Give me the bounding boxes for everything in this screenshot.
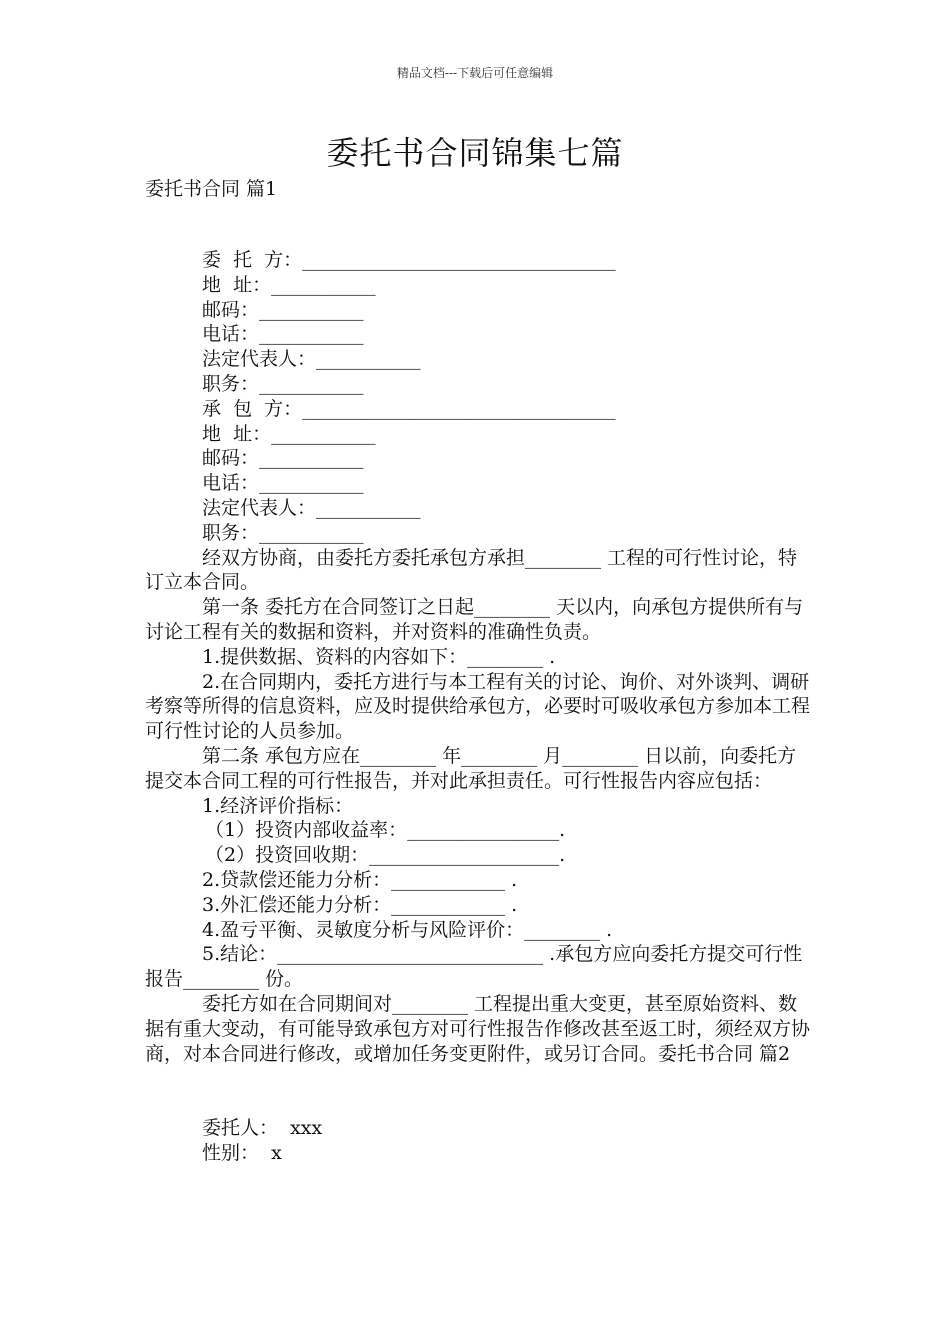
contractor-representative-field: 法定代表人：___________	[202, 496, 421, 519]
article-1-item-1: 1.提供数据、资料的内容如下：________ .	[202, 645, 556, 668]
article-2-item-1a: （1）投资内部收益率：________________.	[205, 819, 566, 842]
page-header: 精品文档---下载后可任意编辑	[396, 66, 554, 80]
agent-gender-field: 性别： x	[202, 1142, 282, 1165]
agent-name-field: 委托人： xxx	[202, 1117, 323, 1140]
article-2-item-1b: （2）投资回收期：____________________.	[205, 844, 566, 867]
change-clause: 委托方如在合同期间对________ 工程提出重大变更，甚至原始资料、数据有重大变动，有可能导致承包方对可行性报告作修改甚至返工时，须经双方协商，对本合同进行修改，或增加任务变更附件，或另订合同。委托书合同 篇2	[145, 992, 811, 1065]
article-1-item-2: 2.在合同期内，委托方进行与本工程有关的讨论、询价、对外谈判、调研考察等所得的信息资料，应及时提供给承包方，必要时可吸收承包方参加本工程可行性讨论的人员参加。	[145, 670, 811, 743]
contractor-position-field: 职务：___________	[202, 521, 364, 544]
article-2-item-2: 2.贷款偿还能力分析：____________ .	[202, 868, 518, 891]
contractor-name-field: 承 包 方：_________________________________	[202, 397, 616, 420]
contractor-address-field: 地 址：___________	[202, 422, 376, 445]
client-representative-field: 法定代表人：___________	[202, 348, 421, 371]
document-title: 委托书合同锦集七篇	[326, 134, 624, 172]
article-2-item-4: 4.盈亏平衡、灵敏度分析与风险评价：________ .	[202, 918, 613, 941]
article-2-item-5: 5.结论：____________________________ .承包方应向委托方提交可行性报告________ 份。	[145, 943, 803, 991]
article-1: 第一条 委托方在合同签订之日起________ 天以内，向承包方提供所有与讨论工程有关的数据和资料，并对资料的准确性负责。	[145, 596, 804, 643]
client-name-field: 委 托 方：_________________________________	[202, 249, 616, 271]
client-zip-field: 邮码：___________	[202, 298, 364, 321]
article-2-item-3: 3.外汇偿还能力分析：____________ .	[202, 893, 518, 916]
section-heading-1: 委托书合同 篇1	[145, 178, 278, 200]
contractor-phone-field: 电话：___________	[202, 472, 364, 495]
contract-body	[145, 248, 810, 1166]
client-phone-field: 电话：___________	[202, 323, 364, 346]
intro-paragraph: 经双方协商，由委托方委托承包方承担________ 工程的可行性讨论，特订立本合同。	[145, 546, 798, 594]
contractor-zip-field: 邮码：___________	[202, 447, 364, 470]
client-address-field: 地 址：___________	[202, 273, 376, 296]
article-2-item-1: 1.经济评价指标：	[202, 794, 354, 817]
client-position-field: 职务：___________	[202, 372, 364, 395]
section-spacer	[145, 1066, 810, 1116]
article-2: 第二条 承包方应在________ 年________ 月________ 日以前，向委托方提交本合同工程的可行性报告，并对此承担责任。可行性报告内容应包括：	[145, 744, 797, 792]
